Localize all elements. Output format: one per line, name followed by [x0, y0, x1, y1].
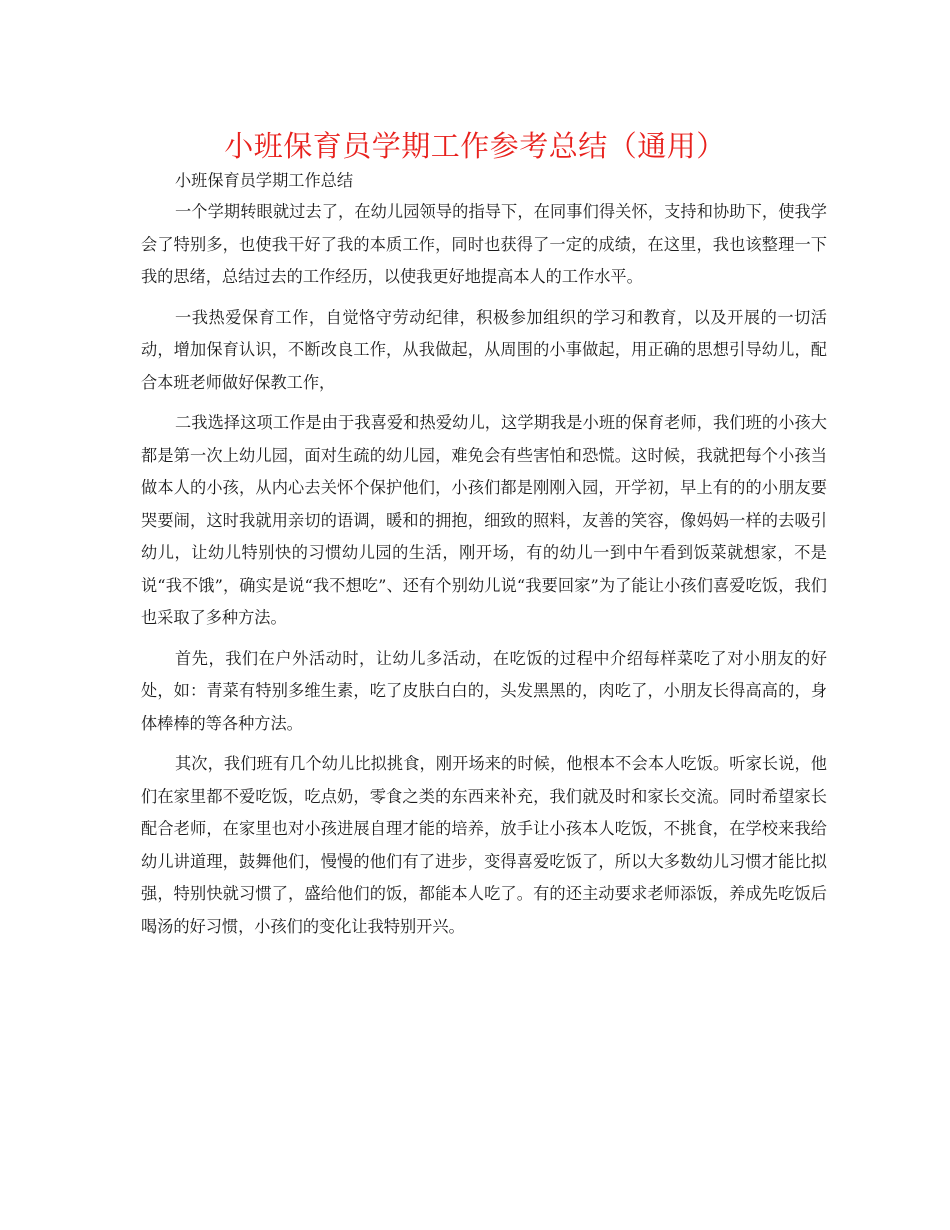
paragraph-gap: [141, 294, 827, 302]
document-title: 小班保育员学期工作参考总结（通用）: [224, 129, 726, 163]
paragraph-intro: 一个学期转眼就过去了，在幼儿园领导的指导下，在同事们得关怀，支持和协助下，使我学会了特别多，也使我干好了我的本质工作，同时也获得了一定的成绩，在这里，我也该整理一下我的思绪，总结过去的工作经历，以使我更好地提高本人的工作水平。: [141, 202, 827, 286]
paragraph-first-method: 首先，我们在户外活动时，让幼儿多活动，在吃饭的过程中介绍每样菜吃了对小朋友的好处，如：青菜有特别多维生素，吃了皮肤白白的，头发黑黑的，肉吃了，小朋友长得高高的，身体棒棒的等各种方法。: [141, 648, 827, 733]
paragraph-gap: [141, 740, 827, 748]
document-body: [141, 166, 827, 943]
paragraph-point-one: 一我热爱保育工作，自觉恪守劳动纪律，积极参加组织的学习和教育，以及开展的一切活动，增加保育认识，不断改良工作，从我做起，从周围的小事做起，用正确的思想引导幼儿，配合本班老师做好保教工作，: [141, 307, 827, 392]
paragraph-second-method: 其次，我们班有几个幼儿比拟挑食，刚开场来的时候，他根本不会本人吃饭。听家长说，他们在家里都不爱吃饭，吃点奶，零食之类的东西来补充，我们就及时和家长交流。同时希望家长配合老师，在家里也对小孩进展自理才能的培养，放手让小孩本人吃饭，不挑食，在学校来我给幼儿讲道理，鼓舞他们，慢慢的他们有了进步，变得喜爱吃饭了，所以大多数幼儿习惯才能比拟强，特别快就习惯了，盛给他们的饭，都能本人吃了。有的还主动要求老师添饭，养成先吃饭后喝汤的好习惯，小孩们的变化让我特别开兴。: [141, 754, 827, 936]
paragraph-gap: [141, 399, 827, 407]
paragraph-gap: [141, 635, 827, 643]
paragraph-point-two: 二我选择这项工作是由于我喜爱和热爱幼儿，这学期我是小班的保育老师，我们班的小孩大都是第一次上幼儿园，面对生疏的幼儿园，难免会有些害怕和恐慌。这时候，我就把每个小孩当做本人的小孩，从内心去关怀个保护他们，小孩们都是刚刚入园，开学初，早上有的的小朋友要哭要闹，这时我就用亲切的语调，暖和的拥抱，细致的照料，友善的笑容，像妈妈一样的去吸引幼儿，让幼儿特别快的习惯幼儿园的生活，刚开场，有的幼儿一到中午看到饭菜就想家，不是说“我不饿”，确实是说“我不想吃”、还有个别幼儿说“我要回家”为了能让小孩们喜爱吃饭，我们也采取了多种方法。: [141, 413, 827, 627]
document-subtitle: 小班保育员学期工作总结: [175, 171, 354, 190]
